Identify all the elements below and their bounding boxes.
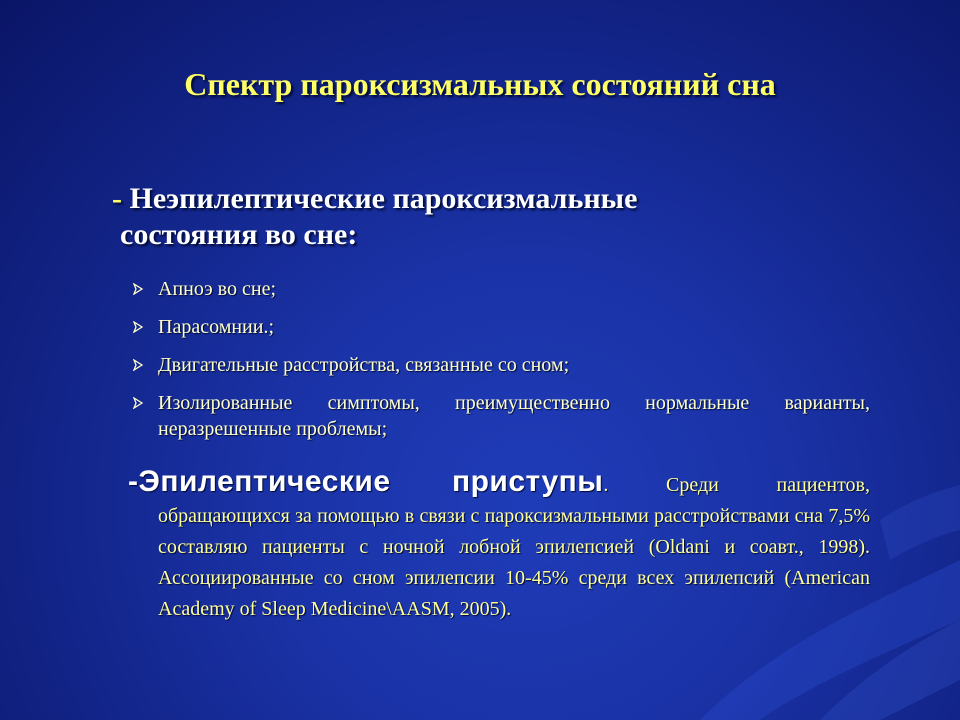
arrow-bullet-icon <box>132 283 144 295</box>
section-heading-nonepileptic <box>112 181 832 253</box>
list-item <box>130 314 870 340</box>
arrow-bullet-icon <box>132 359 144 371</box>
list-item <box>130 390 870 442</box>
section-epileptic <box>128 466 870 625</box>
bullet-list <box>130 276 870 454</box>
list-item-text: Парасомнии.; <box>158 316 275 338</box>
arrow-bullet-icon <box>132 397 144 409</box>
epileptic-body-text: обращающихся за помощью в связи с пароксизмальными расстройствами сна 7,5% составляю пациенты с ночной лобной эпилепсией (Oldani и соавт., 1998). Ассоциированные со сном эпилепсии 10-45% среди всех эпилепсий (American Academy of Sleep Medicine\AASM, 2005). <box>158 505 870 620</box>
epileptic-line1-text: Среди пациентов, <box>666 474 870 496</box>
list-item-text: Двигательные расстройства, связанные со сном; <box>158 354 570 376</box>
list-item-text: Апноэ во сне; <box>158 278 276 300</box>
epileptic-first-line <box>128 466 870 501</box>
section-heading-epileptic: -Эпилептические приступы <box>128 465 604 498</box>
slide-title: Спектр пароксизмальных состояний сна <box>184 66 776 102</box>
arrow-bullet-icon <box>132 321 144 333</box>
list-item <box>130 276 870 302</box>
list-item <box>130 352 870 378</box>
heading-period: . <box>603 474 609 496</box>
heading-line2: состояния во сне: <box>120 218 358 251</box>
heading-dash: - <box>112 182 130 215</box>
list-item-text: Изолированные симптомы, преимущественно нормальные варианты, неразрешенные проблемы; <box>158 392 870 440</box>
heading-line1: Неэпилептические пароксизмальные <box>129 182 638 215</box>
